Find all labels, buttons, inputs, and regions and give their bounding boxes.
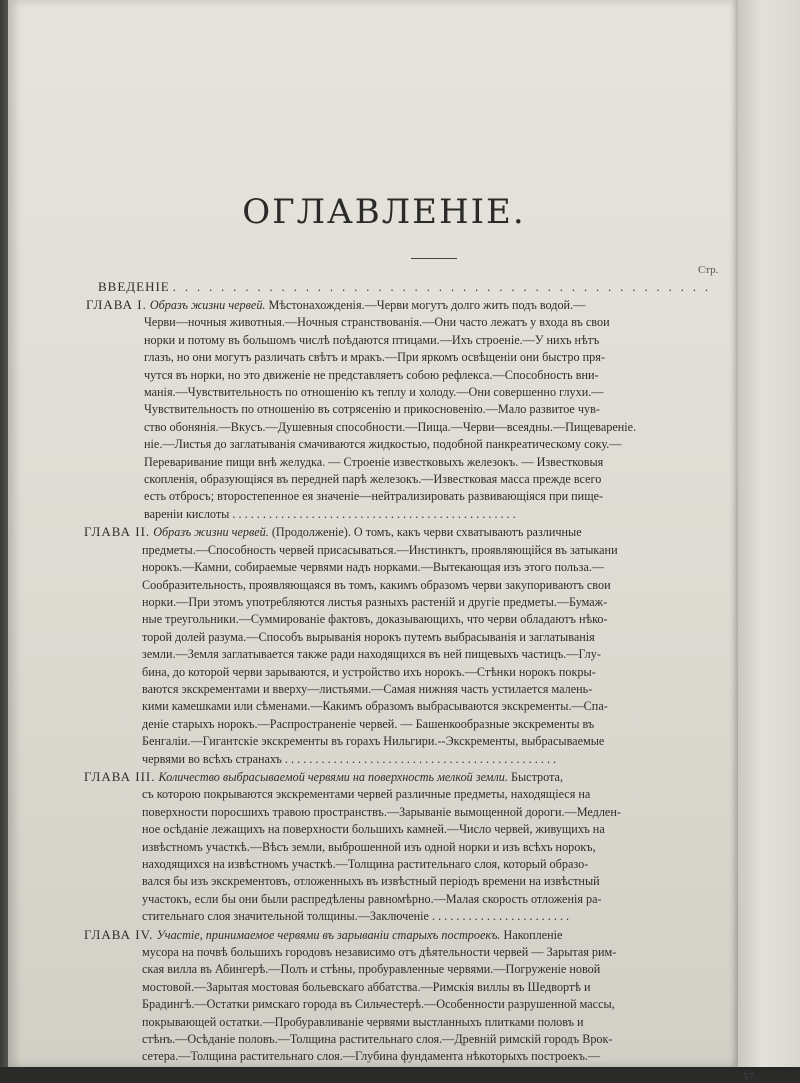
chapter-2-line: (Продолженіе). О томъ, какъ черви схватываютъ различные bbox=[271, 525, 582, 540]
chapter-3-line: стительнаго слоя значительной толщины.—Заключеніе . . . . . . . . . . . . . . . . . . . . . . . bbox=[142, 909, 570, 924]
intro-dots: . . . . . . . . . . . . . . . . . . . . . . . . . . . . . . . . . . . . . . . . . . . . . bbox=[172, 280, 711, 294]
chapter-2-line: норокъ.—Камни, собираемые червями надъ норками.—Вытекающая изъ этого польза.— bbox=[142, 560, 605, 575]
toc-intro bbox=[98, 278, 738, 296]
chapter-2-line: Сообразительность, проявляющаяся въ томъ, какимъ образомъ черви закупориваютъ свои bbox=[142, 577, 611, 592]
chapter-4-line: Брадингѣ.—Остатки римскаго города въ Сильчестерѣ.—Особенности разрушенной массы, bbox=[142, 997, 615, 1012]
chapter-2-line: земли.—Земля заглатывается также ради находящихся въ ней пищевыхъ частицъ.—Глу- bbox=[142, 647, 601, 662]
chapter-2-line: червями во всѣхъ странахъ . . . . . . . . . . . . . . . . . . . . . . . . . . . . . . . . . . . . . . . . . . . . . bbox=[142, 751, 557, 766]
chapter-4-line: мостовой.—Зарытая мостовая больевскаго аббатства.—Римскія виллы въ Шедвортѣ и bbox=[142, 979, 591, 994]
chapter-1-line: есть отбросъ; второстепенное ея значеніе—нейтрализировать развивающіяся при пище- bbox=[144, 489, 604, 504]
chapter-3-label: ГЛАВА III. bbox=[84, 768, 156, 784]
chapter-2-line: деніе старыхъ норокъ.—Распространеніе червей. — Башенкообразные экскременты въ bbox=[142, 716, 595, 731]
chapter-1-line: глазъ, но они могутъ различать свѣтъ и мракъ.—При яркомъ освѣщеніи они быстро пря- bbox=[144, 350, 605, 365]
chapter-4-line: Заключеніе . . . . . . . . . . . . . . . . . . . . . . . . . . . . . . . . . . . . . . . . . . . . . . . . . . . . . bbox=[142, 1066, 524, 1081]
page-column-label: Стр. bbox=[698, 264, 719, 276]
chapter-1-line: Переваривание пищи внѣ желудка. — Строеніе известковыхъ железокъ. — Известковыя bbox=[144, 454, 604, 469]
chapter-3-line: извѣстномъ участкѣ.—Вѣсъ земли, выброшенной изъ одной норки и изъ всѣхъ норокъ, bbox=[142, 839, 596, 854]
chapter-4-line: сетера.—Толщина растительнаго слоя.—Глубина фундамента нѣкоторыхъ построекъ.— bbox=[142, 1049, 601, 1064]
chapter-4-line: стѣнъ.—Осѣданіе половъ.—Толщина растительнаго слоя.—Древній римскій городъ Врок- bbox=[142, 1032, 613, 1047]
toc-chapter-3 bbox=[84, 768, 738, 926]
chapter-3-line: участокъ, если бы они были распредѣлены равномѣрно.—Малая скорость отложенія ра- bbox=[142, 891, 602, 906]
chapter-4-line: мусора на почвѣ большихъ городовъ независимо отъ дѣятельности червей — Зарытая рим- bbox=[142, 945, 617, 960]
chapter-1-line: Чувствительность по отношенію въ сотрясенію и прикосновенію.—Мало развитое чув- bbox=[144, 402, 600, 417]
chapter-1-line: Мѣстонахожденія.—Черви могутъ долго жить подъ водой.— bbox=[268, 298, 586, 312]
chapter-1-line: Черви—ночныя животныя.—Ночныя странствованія.—Они часто лежатъ у входа въ свои bbox=[144, 315, 610, 330]
chapter-2-line: торой долей разума.—Способъ вырыванія норокъ путемъ выбрасыванія и заглатыванія bbox=[142, 629, 595, 644]
chapter-3-line: съ которою покрываются экскрементами червей различные предметы, находящіеся на bbox=[142, 787, 591, 802]
chapter-4-label: ГЛАВА IV. bbox=[84, 926, 154, 942]
chapter-4-line: Накопленіе bbox=[503, 927, 563, 942]
chapter-3-heading: Количество выбрасываемой червями на поверхность мелкой земли. bbox=[158, 769, 508, 784]
chapter-2-label: ГЛАВА II. bbox=[84, 524, 151, 540]
chapter-1-line: нie.—Листья до заглатыванія смачиваются жидкостью, подобной панкреатическому соку.— bbox=[144, 437, 622, 452]
chapter-1-line: ство обонянія.—Вкусъ.—Душевныя способности.—Пища.—Черви—всеядны.—Пищевареніе. bbox=[144, 419, 637, 434]
chapter-2-line: бина, до которой черви зарываются, и устройство ихъ норокъ.—Стѣнки норокъ покры- bbox=[142, 664, 596, 679]
chapter-3-line: ное осѣданіе лежащихъ на поверхности большихъ камней.—Число червей, живущихъ на bbox=[142, 822, 605, 837]
title-rule bbox=[411, 258, 457, 259]
chapter-3-line: Быстрота, bbox=[510, 769, 563, 784]
chapter-3-line: поверхности поросшихъ травою пространствъ.—Зарываніе вымощенной дороги.—Медлен- bbox=[142, 804, 621, 819]
chapter-4-heading: Участіе, принимаемое червями въ зарываніи старыхъ построекъ. bbox=[156, 927, 501, 942]
chapter-2-line: Бенгаліи.—Гигантскіе экскременты въ горахъ Нильгири.--Экскременты, выбрасываемые bbox=[142, 734, 605, 749]
chapter-4-line: покрывающей остатки.—Пробуравливаніе червями выстланныхъ плитками половъ и bbox=[142, 1014, 584, 1029]
chapter-1-line: чутся въ норки, но это движеніе не представляетъ собою рефлекса.—Способность вни- bbox=[144, 367, 599, 382]
chapter-2-line: предметы.—Способность червей присасываться.—Инстинктъ, проявляющійся въ затыкани bbox=[142, 542, 618, 557]
toc-chapter-1 bbox=[86, 296, 738, 523]
page-title: ОГЛАВЛЕНІЕ. bbox=[242, 192, 526, 232]
chapter-2-line: кими камешками или сѣменами.—Какимъ образомъ выбрасываются экскременты.—Спа- bbox=[142, 699, 608, 714]
chapter-1-line: вареніи кислоты . . . . . . . . . . . . . . . . . . . . . . . . . . . . . . . . . . . . . . . . . . . . . . . bbox=[144, 506, 516, 521]
chapter-2-line: норки.—При этомъ употребляются листья разныхъ растеній и другіе предметы.—Бумаж- bbox=[142, 594, 608, 609]
chapter-4-page: 57 bbox=[743, 1071, 754, 1083]
chapter-3-line: вался бы изъ экскрементовъ, отложенныхъ въ извѣстный періодъ времени на извѣстный bbox=[142, 874, 600, 889]
book-page bbox=[8, 0, 760, 1083]
table-of-contents bbox=[84, 278, 754, 1083]
intro-label: ВВЕДЕНІЕ bbox=[98, 279, 170, 294]
chapter-4-line: ская вилла въ Абингерѣ.—Полъ и стѣны, пробуравленные червями.—Погруженіе новой bbox=[142, 962, 601, 977]
next-page-edge bbox=[738, 0, 800, 1067]
toc-chapter-4 bbox=[84, 926, 754, 1083]
chapter-2-line: ваются экскрементами и вверху—листьями.—Самая нижняя часть устилается малень- bbox=[142, 681, 593, 696]
chapter-1-line: норки и потому въ большомъ числѣ поѣдаются птицами.—Ихъ строеніе.—У нихъ нѣтъ bbox=[144, 332, 600, 347]
chapter-1-line: манія.—Чувствительность по отношенію къ теплу и холоду.—Они совершенно глухи.— bbox=[144, 385, 604, 400]
chapter-2-heading: Образъ жизни червей. bbox=[153, 525, 269, 540]
chapter-3-line: находящихся на извѣстномъ участкѣ.—Толщина растительнаго слоя, который образо- bbox=[142, 857, 589, 871]
chapter-2-line: ные треугольники.—Суммированіе фактовъ, доказывающихъ, что черви обладаютъ нѣко- bbox=[142, 612, 608, 627]
chapter-1-line: скопленія, образующіяся въ передней парѣ железокъ.—Известковая масса прежде всего bbox=[144, 472, 602, 487]
chapter-1-label: ГЛАВА I. bbox=[86, 297, 147, 312]
toc-chapter-2 bbox=[84, 523, 738, 768]
chapter-1-heading: Образъ жизни червей. bbox=[149, 298, 266, 312]
